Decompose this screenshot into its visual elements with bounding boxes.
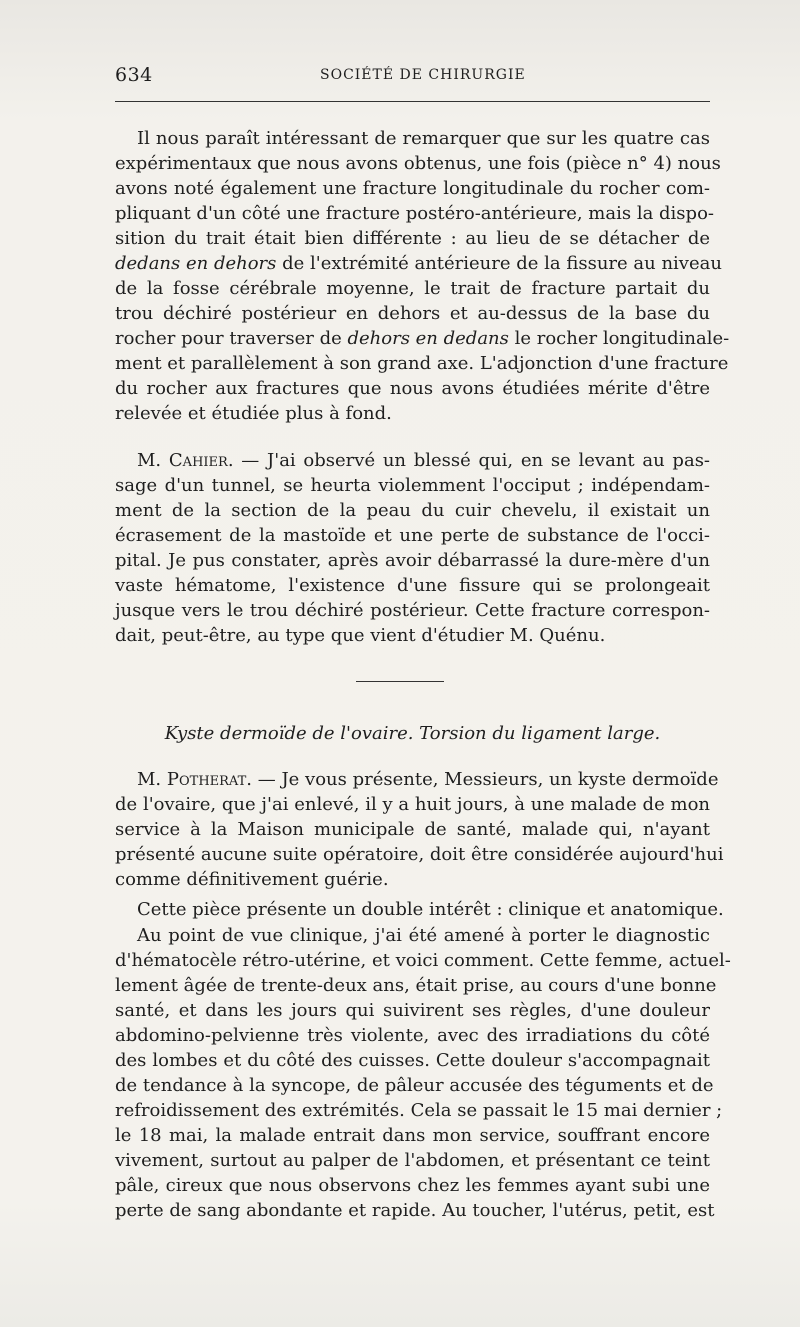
text-line: pliquant d'un côté une fracture postéro-antérieure, mais la dispo- <box>115 203 714 224</box>
text-line: lement âgée de trente-deux ans, était prise, au cours d'une bonne <box>115 975 717 996</box>
page-number: 634 <box>115 64 153 86</box>
italic-phrase: dedans en dehors <box>115 253 277 274</box>
text-line: pital. Je pus constater, après avoir débarrassé la dure-mère d'un <box>115 550 710 571</box>
text-line: de l'ovaire, que j'ai enlevé, il y a huit jours, à une malade de mon <box>115 794 710 815</box>
text-line: refroidissement des extrémités. Cela se passait le 15 mai dernier ; <box>115 1100 723 1121</box>
paragraph-clinical <box>115 923 731 1223</box>
text-line: de la fosse cérébrale moyenne, le trait de fracture partait du <box>115 278 710 299</box>
running-head: SOCIÉTÉ DE CHIRURGIE <box>320 67 526 83</box>
text-line: avons noté également une fracture longitudinale du rocher com- <box>115 178 710 199</box>
text-line: expérimentaux que nous avons obtenus, une fois (pièce n° 4) nous <box>115 153 721 174</box>
text-line: le 18 mai, la malade entrait dans mon service, souffrant encore <box>115 1125 710 1146</box>
text-line: sition du trait était bien différente : au lieu de se détacher de <box>115 228 710 249</box>
text-line: M. Potherat. — Je vous présente, Messieurs, un kyste dermoïde <box>137 769 719 790</box>
text-line: service à la Maison municipale de santé, malade qui, n'ayant <box>115 819 710 840</box>
text-line: abdomino-pelvienne très violente, avec des irradiations du côté <box>115 1025 710 1046</box>
paragraph-potherat <box>115 767 724 892</box>
text-line: dedans en dehors de l'extrémité antérieure de la fissure au niveau <box>115 253 722 274</box>
text-line: jusque vers le trou déchiré postérieur. Cette fracture correspon- <box>115 600 710 621</box>
speaker-name: Potherat <box>166 769 247 790</box>
header-rule <box>115 101 710 102</box>
text-line: sage d'un tunnel, se heurta violemment l'occiput ; indépendam- <box>115 475 710 496</box>
text-line: Au point de vue clinique, j'ai été amené à porter le diagnostic <box>137 925 710 946</box>
paragraph-double-interest <box>115 897 724 922</box>
paragraph-fracture-discussion <box>115 126 730 426</box>
text-line: M. Cahier. — J'ai observé un blessé qui, en se levant au pas- <box>137 450 711 471</box>
text-line: trou déchiré postérieur en dehors et au-dessus de la base du <box>115 303 710 324</box>
text-line: vivement, surtout au palper de l'abdomen, et présentant ce teint <box>115 1150 710 1171</box>
section-title: Kyste dermoïde de l'ovaire. Torsion du ligament large. <box>164 723 661 744</box>
text-line: Cette pièce présente un double intérêt : clinique et anatomique. <box>137 899 724 920</box>
text-line: ment et parallèlement à son grand axe. L'adjonction d'une fracture <box>115 353 729 374</box>
italic-phrase: dehors en dedans <box>347 328 509 349</box>
text-line: relevée et étudiée plus à fond. <box>115 403 392 424</box>
paragraph-cahier <box>115 448 710 648</box>
section-divider <box>356 681 444 682</box>
speaker-name: Cahier <box>168 450 228 471</box>
text-line: de tendance à la syncope, de pâleur accusée des téguments et de <box>115 1075 714 1096</box>
text-line: Il nous paraît intéressant de remarquer que sur les quatre cas <box>137 128 710 149</box>
text-line: présenté aucune suite opératoire, doit être considérée aujourd'hui <box>115 844 724 865</box>
text-line: dait, peut-être, au type que vient d'étudier M. Quénu. <box>115 625 606 646</box>
text-line: pâle, cireux que nous observons chez les femmes ayant subi une <box>115 1175 710 1196</box>
text-line: rocher pour traverser de dehors en dedans le rocher longitudinale- <box>115 328 730 349</box>
text-line: du rocher aux fractures que nous avons étudiées mérite d'être <box>115 378 710 399</box>
text-line: d'hématocèle rétro-utérine, et voici comment. Cette femme, actuel- <box>115 950 731 971</box>
text-line: des lombes et du côté des cuisses. Cette douleur s'accompagnait <box>115 1050 710 1071</box>
text-line: ment de la section de la peau du cuir chevelu, il existait un <box>115 500 710 521</box>
text-line: perte de sang abondante et rapide. Au toucher, l'utérus, petit, est <box>115 1200 715 1221</box>
text-line: écrasement de la mastoïde et une perte de substance de l'occi- <box>115 525 710 546</box>
text-line: santé, et dans les jours qui suivirent ses règles, d'une douleur <box>115 1000 710 1021</box>
page-header <box>115 64 710 90</box>
text-line: vaste hématome, l'existence d'une fissure qui se prolongeait <box>115 575 710 596</box>
text-line: comme définitivement guérie. <box>115 869 389 890</box>
